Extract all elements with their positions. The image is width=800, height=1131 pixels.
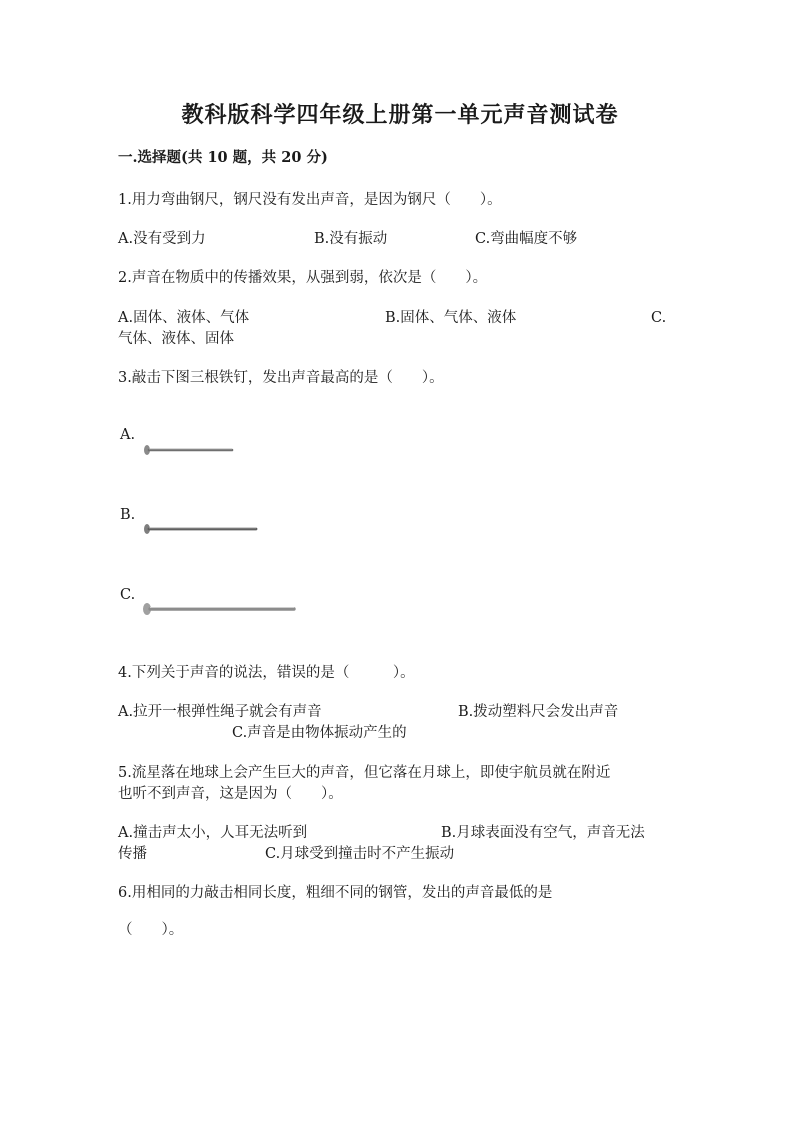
question-4-option-b: B.拨动塑料尺会发出声音: [458, 704, 619, 720]
question-4-option-a: A.拉开一根弹性绳子就会有声音: [118, 704, 322, 720]
question-5-option-c: C.月球受到撞击时不产生振动: [265, 846, 455, 862]
question-3-label-c: C.: [120, 587, 136, 603]
question-2-option-c-prefix: C.: [651, 310, 667, 326]
question-4-option-c: C.声音是由物体振动产生的: [232, 725, 407, 741]
question-3-label-a: A.: [120, 427, 136, 443]
question-1-text: 1.用力弯曲钢尺，钢尺没有发出声音，是因为钢尺（ ）。: [118, 192, 502, 208]
question-5-option-a: A.撞击声太小，人耳无法听到: [118, 825, 308, 841]
question-2-option-a: A.固体、液体、气体: [118, 310, 250, 326]
question-2-text: 2.声音在物质中的传播效果，从强到弱，依次是（ ）。: [118, 270, 488, 286]
question-5-option-b-line-2: 传播: [118, 846, 147, 862]
page-title: 教科版科学四年级上册第一单元声音测试卷: [181, 102, 619, 128]
question-1-option-b: B.没有振动: [314, 231, 388, 247]
question-6-text-line-2: （ ）。: [118, 922, 184, 938]
question-5-text-line-1: 5.流星落在地球上会产生巨大的声音，但它落在月球上，即使宇航员就在附近: [118, 765, 611, 781]
nail-b-image: [140, 521, 262, 537]
question-2-option-c-text: 气体、液体、固体: [118, 331, 234, 347]
question-1-option-a: A.没有受到力: [118, 231, 206, 247]
question-6-text-line-1: 6.用相同的力敲击相同长度，粗细不同的钢管，发出的声音最低的是: [118, 885, 553, 901]
question-1-option-c: C.弯曲幅度不够: [475, 231, 578, 247]
question-3-label-b: B.: [120, 507, 136, 523]
question-5-text-line-2: 也听不到声音，这是因为（ ）。: [118, 786, 343, 802]
question-2-option-b: B.固体、气体、液体: [385, 310, 517, 326]
question-3-text: 3.敲击下图三根铁钉，发出声音最高的是（ ）。: [118, 370, 444, 386]
nail-a-image: [140, 442, 240, 458]
nail-c-image: [140, 601, 300, 617]
question-4-text: 4.下列关于声音的说法，错误的是（ ）。: [118, 665, 415, 681]
question-5-option-b-line-1: B.月球表面没有空气，声音无法: [441, 825, 645, 841]
section-heading: 一.选择题(共 10 题，共 20 分): [118, 149, 328, 166]
